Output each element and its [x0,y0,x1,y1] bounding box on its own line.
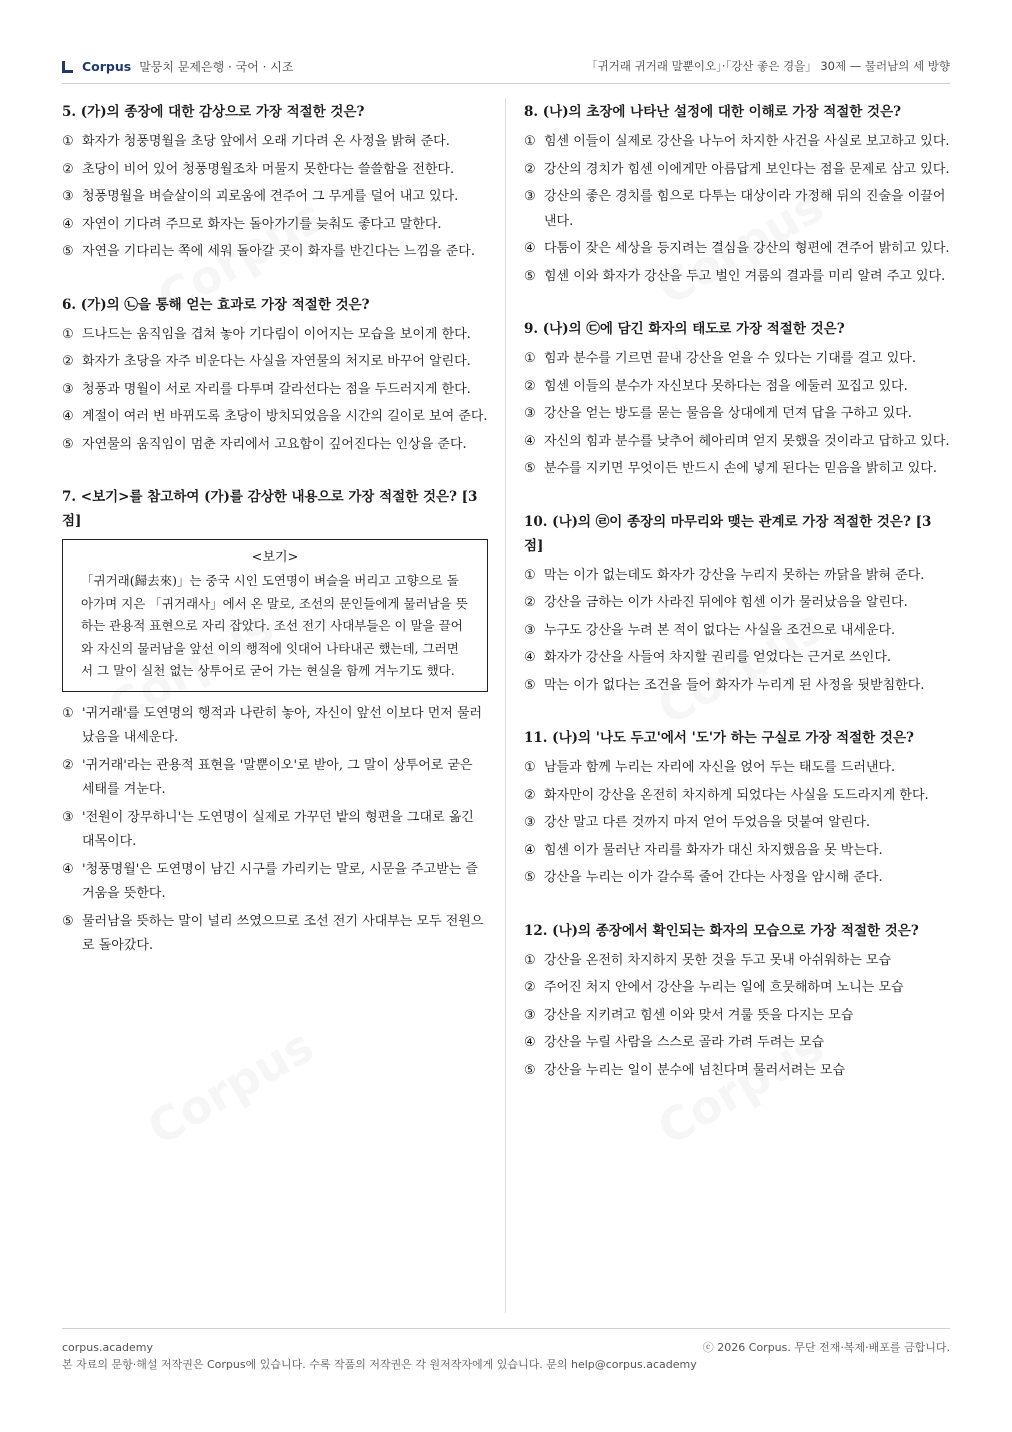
option-3[interactable] [524,402,950,427]
option-number: ⑤ [524,268,536,284]
header-subtitle: 말뭉치 문제은행 · 국어 · 시조 [139,60,294,74]
option-number: ③ [524,815,536,830]
option-text: 힘센 이들의 분수가 자신보다 못하다는 점을 에둘러 꼬집고 있다. [544,378,908,394]
option-1[interactable] [524,347,950,372]
option-number: ② [62,757,74,773]
option-4[interactable] [62,405,488,430]
question-11 [524,726,950,891]
option-number: ① [62,134,74,149]
option-number: ④ [62,409,74,424]
bogi-title: <보기> [251,550,299,565]
option-number: ① [62,326,74,342]
option-number: ③ [524,622,536,638]
option-text: 화자만이 강산을 온전히 차지하게 되었다는 사실을 도드라지게 한다. [544,787,929,803]
option-3[interactable] [524,619,950,644]
option-number: ⑤ [62,244,74,259]
footer-copyright: ⓒ 2026 Corpus. 무단 전재·복제·배포를 금합니다. [702,1341,950,1354]
option-4[interactable] [524,237,950,262]
option-4[interactable] [62,213,488,238]
option-3[interactable] [62,806,488,855]
option-text: 강산을 누리는 일이 분수에 넘친다며 물러서려는 모습 [544,1062,846,1078]
option-number: ② [524,161,536,177]
option-4[interactable] [62,858,488,907]
question-title: 12. (나)의 종장에서 확인되는 화자의 모습으로 가장 적절한 것은? [524,922,919,939]
option-text: 강산을 누릴 사람을 스스로 골라 가려 두려는 모습 [544,1035,825,1050]
option-3[interactable] [62,378,488,403]
option-3[interactable] [524,185,950,234]
option-text: 자연물의 움직임이 멈춘 자리에서 고요함이 깊어진다는 인상을 준다. [82,436,467,452]
option-number: ① [524,351,536,366]
option-text: 힘센 이가 물러난 자리를 화자가 대신 차지했음을 못 박는다. [544,842,883,858]
question-5 [62,100,488,265]
option-text: '귀거래'라는 관용적 표현을 '말뿐이오'로 받아, 그 말이 상투어로 굳은 세태를 겨눈다. [82,757,473,797]
option-text: '청풍명월'은 도연명이 남긴 시구를 가리키는 말로, 시문을 주고받는 즐거움을 뜻한다. [82,861,478,901]
option-text: 막는 이가 없는데도 화자가 강산을 누리지 못하는 까닭을 밝혀 준다. [544,567,925,583]
question-title: 10. (나)의 ㉣이 종장의 마무리와 맺는 관계로 가장 적절한 것은? [3점] [524,513,932,554]
question-title: 9. (나)의 ㉢에 담긴 화자의 태도로 가장 적절한 것은? [524,321,845,337]
option-4[interactable] [524,646,950,671]
option-number: ① [524,760,536,775]
option-text: 계절이 여러 번 바뀌도록 초당이 방치되었음을 시간의 길이로 보여 준다. [82,409,488,424]
option-text: 힘센 이와 화자가 강산을 두고 벌인 겨룸의 결과를 미리 알려 주고 있다. [544,268,946,284]
option-4[interactable] [524,839,950,864]
option-text: 화자가 강산을 사들여 차지할 권리를 얻었다는 근거로 쓰인다. [544,650,892,665]
option-1[interactable] [62,130,488,155]
option-number: ⑤ [62,913,74,929]
option-text: 주어진 처지 안에서 강산을 누리는 일에 흐뭇해하며 노니는 모습 [544,980,904,995]
option-1[interactable] [524,564,950,589]
left-column [62,100,488,987]
option-text: 물러남을 뜻하는 말이 널리 쓰였으므로 조선 전기 사대부는 모두 전원으로 돌아갔다. [82,913,484,953]
option-1[interactable] [524,949,950,974]
option-2[interactable] [524,591,950,616]
option-number: ⑤ [524,870,536,885]
option-text: 화자가 초당을 자주 비운다는 사실을 자연물의 처지로 바꾸어 알린다. [82,354,471,369]
column-divider [505,98,506,1313]
option-4[interactable] [524,430,950,455]
page-header [62,58,950,84]
question-title: 7. <보기>를 참고하여 (가)를 감상한 내용으로 가장 적절한 것은? [3점] [62,489,478,529]
bogi-box [62,539,488,692]
option-5[interactable] [524,674,950,699]
option-5[interactable] [524,265,950,290]
option-number: ③ [524,406,536,421]
option-number: ② [524,378,536,394]
option-5[interactable] [524,866,950,891]
option-number: ② [524,595,536,610]
option-number: ③ [524,189,536,204]
option-3[interactable] [524,1004,950,1029]
option-text: '전원이 장무하니'는 도연명이 실제로 가꾸던 밭의 형편을 그대로 옮긴 대목이다. [82,809,474,849]
option-text: 강산을 얻는 방도를 묻는 물음을 상대에게 던져 답을 구하고 있다. [544,406,912,421]
footer-row [62,1339,950,1356]
option-text: 강산 말고 다른 것까지 마저 얻어 두었음을 덧붙여 알린다. [544,815,871,830]
bogi-text: 「귀거래(歸去來)」는 중국 시인 도연명이 벼슬을 버리고 고향으로 돌아가며 지은 「귀거래사」에서 온 말로, 조선의 문인들에게 물러남을 뜻하는 관용적 표현으로 자리 잡았다. 조선 전기 사대부들은 이 말을 끌어와 자신의 물러남을 앞선 이의 행적에 잇대어 나타내곤 했는데, 그러면서 그 말이 실천 없는 상투어로 굳어 가는 현실을 함께 겨누기도 했다. [81,573,468,678]
option-2[interactable] [524,784,950,809]
option-3[interactable] [62,185,488,210]
option-number: ① [62,705,74,721]
option-text: 남들과 함께 누리는 자리에 자신을 얹어 두는 태도를 드러낸다. [544,760,896,775]
option-1[interactable] [62,323,488,348]
question-7 [62,485,488,959]
question-12 [524,919,950,1084]
option-number: ② [524,980,536,995]
option-number: ⑤ [524,1062,536,1078]
option-text: 초당이 비어 있어 청풍명월조차 머물지 못한다는 쓸쓸함을 전한다. [82,161,455,177]
option-text: 자신의 힘과 분수를 낮추어 헤아리며 얻지 못했을 것이라고 답하고 있다. [544,433,950,449]
header-left [62,58,293,75]
question-8 [524,100,950,289]
option-number: ① [524,952,536,968]
option-text: 자연을 기다리는 쪽에 세워 돌아갈 곳이 화자를 반긴다는 느낌을 준다. [82,244,475,259]
option-number: ③ [62,809,74,825]
option-number: ③ [62,189,74,204]
page-footer [62,1328,950,1373]
question-10 [524,510,950,699]
option-number: ② [524,787,536,803]
right-column [524,100,950,1111]
option-5[interactable] [524,457,950,482]
option-number: ① [524,134,536,149]
option-5[interactable] [62,433,488,458]
option-text: 드나드는 움직임을 겹쳐 놓아 기다림이 이어지는 모습을 보이게 한다. [82,326,471,342]
option-text: 힘과 분수를 기르면 끝내 강산을 얻을 수 있다는 기대를 걸고 있다. [544,351,916,366]
question-6 [62,293,488,458]
option-number: ④ [62,216,74,232]
option-5[interactable] [62,910,488,959]
option-2[interactable] [62,158,488,183]
corpus-logo-icon [62,61,73,73]
option-number: ④ [524,1035,536,1050]
option-text: 강산의 경치가 힘센 이에게만 아름답게 보인다는 점을 문제로 삼고 있다. [544,161,950,177]
option-text: 청풍과 명월이 서로 자리를 다투며 갈라선다는 점을 두드러지게 한다. [82,381,471,397]
option-text: 막는 이가 없다는 조건을 들어 화자가 누리게 된 사정을 뒷받침한다. [544,677,925,693]
option-2[interactable] [524,158,950,183]
option-number: ④ [524,842,536,858]
option-text: 강산을 지키려고 힘센 이와 맞서 겨룰 뜻을 다지는 모습 [544,1007,854,1023]
option-1[interactable] [524,130,950,155]
option-2[interactable] [62,754,488,803]
question-title: 11. (나)의 '나도 두고'에서 '도'가 하는 구실로 가장 적절한 것은? [524,730,914,746]
option-text: 강산을 누리는 이가 갈수록 줄어 간다는 사정을 암시해 준다. [544,870,883,885]
option-2[interactable] [62,350,488,375]
option-5[interactable] [62,240,488,265]
brand-name: Corpus [82,59,132,74]
option-number: ⑤ [524,677,536,693]
option-number: ⑤ [62,436,74,452]
option-number: ③ [62,381,74,397]
option-number: ⑤ [524,461,536,476]
footer-notice: 본 자료의 문항·해설 저작권은 Corpus에 있습니다. 수록 작품의 저작권은 각 원저작자에게 있습니다. 문의 help@corpus.academy [62,1358,697,1371]
option-text: 강산을 금하는 이가 사라진 뒤에야 힘센 이가 물러났음을 알린다. [544,595,908,610]
footer-site-link[interactable]: corpus.academy [62,1341,153,1354]
question-title: 5. (가)의 종장에 대한 감상으로 가장 적절한 것은? [62,104,365,120]
question-9 [524,317,950,482]
option-number: ② [62,354,74,369]
option-text: 힘센 이들이 실제로 강산을 나누어 차지한 사건을 사실로 보고하고 있다. [544,134,950,149]
option-text: 다툼이 잦은 세상을 등지려는 결심을 강산의 형편에 견주어 밝히고 있다. [544,241,950,256]
watermark [139,1018,323,1155]
option-number: ④ [524,433,536,449]
option-number: ① [524,567,536,583]
option-text: 분수를 지키면 무엇이든 반드시 손에 넣게 된다는 믿음을 밝히고 있다. [544,461,937,476]
option-1[interactable] [62,702,488,751]
option-text: 누구도 강산을 누려 본 적이 없다는 사실을 조건으로 내세운다. [544,622,896,638]
option-2[interactable] [524,976,950,1001]
option-2[interactable] [524,375,950,400]
option-text: 강산의 좋은 경치를 힘으로 다투는 대상이라 가정해 뒤의 진술을 이끌어 낸다. [544,189,946,229]
question-title: 8. (나)의 초장에 나타난 설정에 대한 이해로 가장 적절한 것은? [524,104,902,120]
option-text: '귀거래'를 도연명의 행적과 나란히 놓아, 자신이 앞선 이보다 먼저 물러났음을 내세운다. [82,705,483,745]
question-title: 6. (가)의 ㉡을 통해 얻는 효과로 가장 적절한 것은? [62,296,370,313]
option-text: 자연이 기다려 주므로 화자는 돌아가기를 늦춰도 좋다고 말한다. [82,216,442,232]
header-set-title: 「귀거래 귀거래 말뿐이오」·「강산 좋은 경을」 30제 — 물러남의 세 방향 [586,59,950,73]
option-3[interactable] [524,811,950,836]
option-number: ④ [62,861,74,877]
option-number: ④ [524,241,536,256]
option-1[interactable] [524,756,950,781]
option-number: ③ [524,1007,536,1023]
option-text: 화자가 청풍명월을 초당 앞에서 오래 기다려 온 사정을 밝혀 준다. [82,134,450,149]
option-number: ② [62,161,74,177]
option-4[interactable] [524,1031,950,1056]
option-text: 청풍명월을 벼슬살이의 괴로움에 견주어 그 무게를 덜어 내고 있다. [82,189,459,204]
option-number: ④ [524,650,536,665]
option-text: 강산을 온전히 차지하지 못한 것을 두고 못내 아쉬워하는 모습 [544,952,892,968]
option-5[interactable] [524,1059,950,1084]
